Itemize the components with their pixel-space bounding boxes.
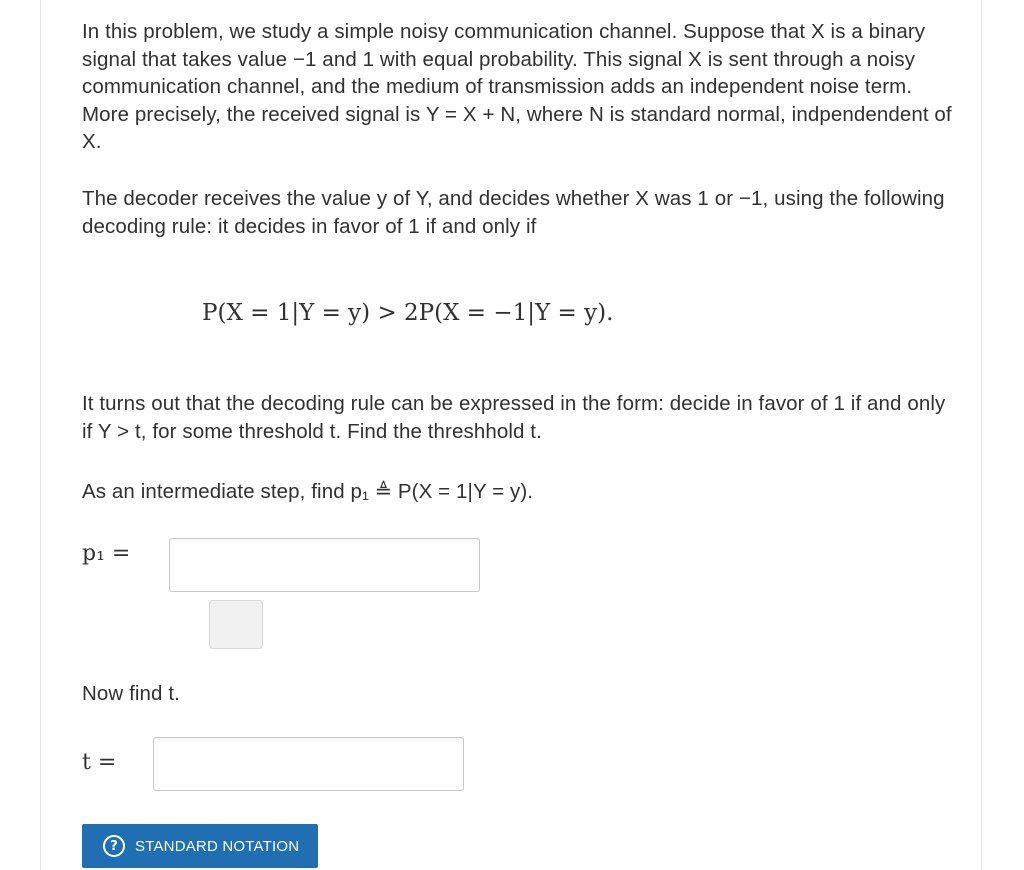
standard-notation-button[interactable]	[82, 824, 318, 868]
standard-notation-label: STANDARD NOTATION	[135, 837, 300, 855]
p1-answer-input[interactable]	[169, 538, 480, 592]
problem-paragraph-2: The decoder receives the value y of Y, and decides whether X was 1 or −1, using the following decoding rule: it decides in favor of 1 if and only if	[82, 187, 945, 238]
intermediate-step-prompt: As an intermediate step, find p₁ ≜ P(X = 1|Y = y).	[82, 480, 534, 503]
question-circle-icon: ?	[103, 835, 125, 857]
p1-label: p₁ =	[82, 541, 131, 566]
problem-paragraph-1: In this problem, we study a simple noisy communication channel. Suppose that X is a binary signal that takes value −1 and 1 with equal probability. This signal X is sent through a noisy communication channel, and the medium of transmission adds an independent noise term. More precisely, the received signal is Y = X + N, where N is standard normal, indpendendent of X.	[82, 20, 952, 153]
problem-page	[40, 0, 982, 870]
t-answer-input[interactable]	[153, 737, 464, 791]
p1-preview-box	[209, 600, 263, 649]
problem-paragraph-3: It turns out that the decoding rule can be expressed in the form: decide in favor of 1 if and only if Y > t, for some threshold t. Find the threshhold t.	[82, 392, 946, 443]
t-label: t =	[82, 750, 117, 775]
decoding-rule-equation: P(X = 1|Y = y) > 2P(X = −1|Y = y).	[202, 300, 614, 326]
t-step-prompt: Now find t.	[82, 682, 180, 705]
